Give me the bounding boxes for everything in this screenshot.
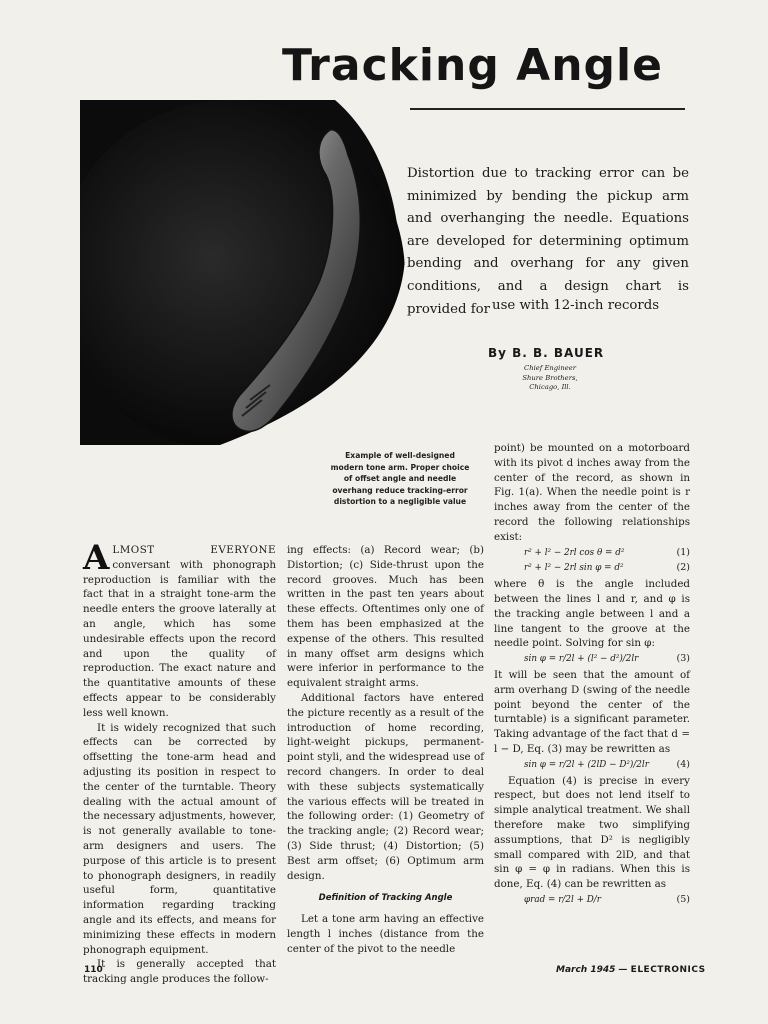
col1-paragraph-1 [83,538,276,721]
equation-5: φrad = r/2l + D/r (5) [524,893,690,905]
col2-paragraph-1: ing effects: (a) Record wear; (b) Distortion; (c) Side-thrust upon the record grooves. Much has been written in the past ten years about these effects. Oftentimes only one of them has been emphasized at the expense of the others. This resulted in many offset arm designs which were inferior in performance to the equivalent straight arms. [287,544,484,690]
col3-paragraph-2: where θ is the angle included between the lines l and r, and φ is the tracking angle between l and a line tangent to the groove at the needle point. Solving for sin φ: [494,578,690,650]
col1-p1-text: conversant with phonograph reproduction is familiar with the fact that in a straight tone-arm the needle enters the groove laterally at an angle, which has some undesirable effects upon the record and upon the quality of reproduction. The exact nature and the quantitative amounts of these effects appear to be considerably less well known. [83,558,276,719]
footer-date: March 1945 — [556,965,628,975]
column-1 [83,538,276,987]
lead-in: LMOST EVERYONE [112,544,276,556]
footer-magazine: ELECTRONICS [630,965,706,975]
article-title: Tracking Angle [282,40,663,91]
col3-paragraph-1: point) be mounted on a motorboard with its pivot d inches away from the center of the record, as shown in Fig. 1(a). When the needle point is r inches away from the center of the record the following relationships exist: [494,442,690,543]
footer-issue [556,965,706,975]
affiliation-company: Shure Brothers, [522,373,578,382]
drop-cap: A [83,538,110,578]
author-byline: By B. B. BAUER [488,346,605,360]
section-heading: Definition of Tracking Angle [318,893,453,904]
affiliation-city: Chicago, Ill. [529,383,571,391]
page-number: 110 [84,965,103,975]
article-deck-last-line: use with 12-inch records [492,298,660,313]
col2-paragraph-3: Let a tone arm having an effective length l inches (distance from the center of the pivot to the needle [287,913,484,955]
tone-arm-photo [80,100,410,445]
col2-paragraph-2: Additional factors have entered the picture recently as a result of the introduction of home recording, light-weight pickups, permanent-point styli, and the widespread use of record changers. In order to deal with these subjects systematically the various effects will be treated in the following order: (1) Geometry of the tracking angle; (2) Record wear; (3) Side thrust; (4) Distortion; (5) Best arm offset; (6) Optimum arm design. [287,691,484,882]
col1-paragraph-3: It is generally accepted that tracking angle produces the follow- [83,958,276,986]
col1-paragraph-2: It is widely recognized that such effects can be corrected by offsetting the tone-arm head and adjusting its position in respect to the center of the turntable. Theory dealing with the actual amount of the necessary adjustments, however, is not generally available to tone-arm designers and users. The purpose of this article is to present to phonograph designers, in readily useful form, quantitative information regarding tracking angle and its effects, and means for minimizing these effects in modern phonograph equipment. [83,721,276,956]
col3-paragraph-4: Equation (4) is precise in every respect, but does not lend itself to simple analytical treatment. We shall therefore make two simplifying assumptions, that D² is negligibly small compared with 2lD, and that sin φ = φ in radians. When this is done, Eq. (4) can be rewritten as [494,774,690,891]
article-deck: Distortion due to tracking error can be minimized by bending the pickup arm and overhanging the needle. Equations are developed for determining optimum bending and overhang for any given conditions, and a design chart is provided for [407,166,689,317]
affiliation-title: Chief Engineer [524,364,576,372]
author-affiliation [505,364,595,393]
tone-arm-illustration [80,100,410,445]
col3-paragraph-3: It will be seen that the amount of arm overhang D (swing of the needle point beyond the center of the turntable) is a significant parameter. Taking advantage of the fact that d = l − D, Eq. (3) may be rewritten as [494,668,690,755]
photo-caption: Example of well-designed modern tone arm. Proper choice of offset angle and needle overhang reduce tracking-error distortion to a negligible value [330,451,470,507]
column-3 [494,441,690,909]
equation-3: sin φ = r/2l + (l² − d²)/2lr (3) [524,653,690,665]
equation-1: r² + l² − 2rl cos θ = d² (1) [524,546,690,558]
equation-2: r² + l² − 2rl sin φ = d² (2) [524,562,690,574]
equation-4: sin φ = r/2l + (2lD − D²)/2lr (4) [524,758,690,770]
column-2 [287,543,484,957]
